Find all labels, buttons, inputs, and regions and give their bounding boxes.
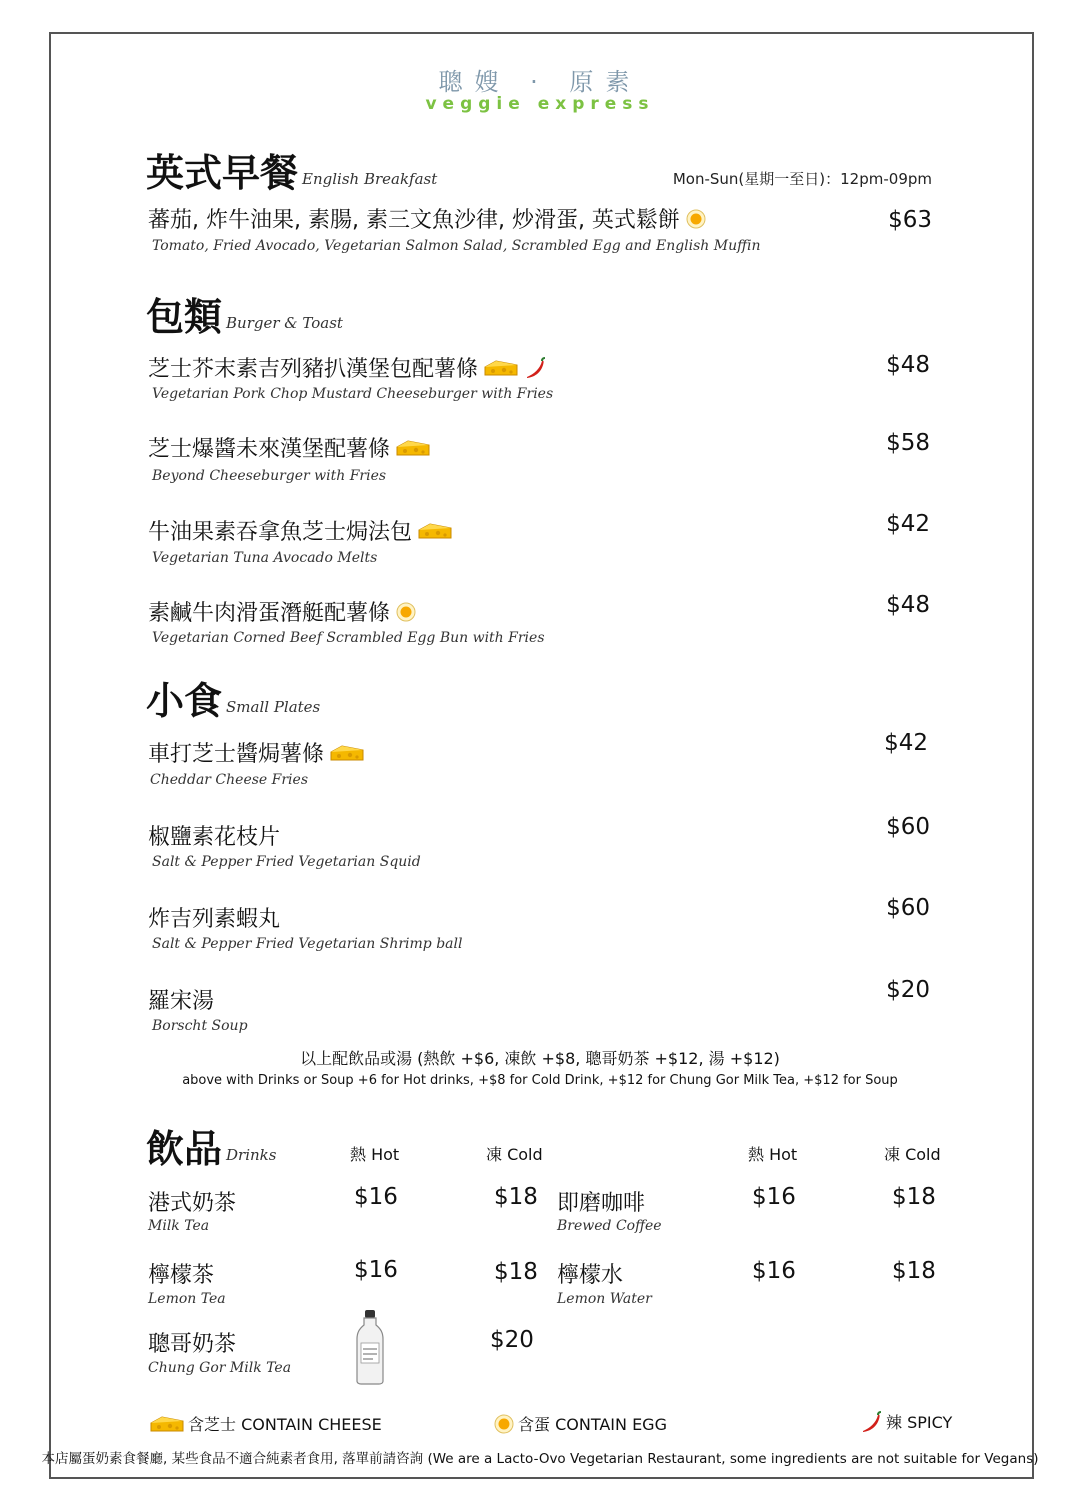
item-name-cn: 蕃茄, 炸牛油果, 素腸, 素三文魚沙律, 炒滑蛋, 英式鬆餅 <box>148 208 680 233</box>
drink-price-cold: $18 <box>494 1259 538 1285</box>
item-name-cn: 羅宋湯 <box>148 989 215 1014</box>
item-price: $63 <box>888 207 932 233</box>
section-burger-title <box>146 286 343 341</box>
item-price: $20 <box>886 977 930 1003</box>
legend-cheese-label: 含芝士 CONTAIN CHEESE <box>188 1415 382 1434</box>
drink-name-cn: 檸檬茶 <box>148 1263 215 1288</box>
drink-name-cn: 即磨咖啡 <box>557 1191 646 1216</box>
menu-item-name <box>148 820 280 851</box>
item-name-en: Vegetarian Tuna Avocado Melts <box>152 550 378 566</box>
section-title-cn: 包類 <box>146 295 223 339</box>
section-title-en: English Breakfast <box>302 169 438 188</box>
drink-price-cold: $20 <box>490 1327 534 1353</box>
drink-price-cold: $18 <box>494 1184 538 1210</box>
egg-icon <box>396 602 416 622</box>
item-name-en: Borscht Soup <box>152 1018 248 1034</box>
opening-hours: Mon-Sun(星期一至日)：12pm-09pm <box>672 170 932 188</box>
item-name-en: Vegetarian Corned Beef Scrambled Egg Bun with Fries <box>152 630 545 646</box>
item-name-cn: 素鹹牛肉滑蛋潛艇配薯條 <box>148 601 391 626</box>
item-name-en: Tomato, Fried Avocado, Vegetarian Salmon Salad, Scrambled Egg and English Muffin <box>152 238 761 254</box>
addon-note-en: above with Drinks or Soup +6 for Hot drinks, +$8 for Cold Drink, +$12 for Chung Gor Milk Tea, +$12 for Soup <box>182 1073 898 1088</box>
drink-price-hot: $16 <box>752 1258 796 1284</box>
item-price: $60 <box>886 814 930 840</box>
menu-item-name <box>148 984 214 1015</box>
cheese-icon <box>396 439 430 457</box>
drink-price-hot: $16 <box>354 1184 398 1210</box>
drink-name-en: Lemon Tea <box>148 1291 226 1307</box>
menu-item-name <box>148 432 430 463</box>
drink-name-en: Milk Tea <box>148 1218 210 1234</box>
col-head-hot: 熱 Hot <box>748 1145 798 1164</box>
section-drinks-title <box>146 1118 276 1173</box>
drink-price-cold: $18 <box>892 1184 936 1210</box>
section-title-en: Burger & Toast <box>226 313 343 332</box>
drink-name-cn: 檸檬水 <box>557 1263 624 1288</box>
cheese-icon <box>484 359 518 377</box>
drink-price-cold: $18 <box>892 1258 936 1284</box>
section-title-en: Small Plates <box>226 697 321 716</box>
col-head-cold: 凍 Cold <box>884 1145 941 1164</box>
egg-icon <box>686 209 706 229</box>
item-name-cn: 椒鹽素花枝片 <box>148 825 281 850</box>
item-name-cn: 芝士芥末素吉列豬扒漢堡包配薯條 <box>148 357 479 382</box>
legend-spicy-label: 辣 SPICY <box>886 1413 953 1432</box>
drink-name-cn: 港式奶茶 <box>148 1191 237 1216</box>
brand-name-cn: 聰嫂 · 原素 <box>438 68 642 96</box>
footer-disclaimer: 本店屬蛋奶素食餐廳, 某些食品不適合純素者食用, 落單前請咨詢 (We are a Lacto-Ovo Vegetarian Restaurant, some ingredients are not suitable for Vegans) <box>41 1451 1039 1467</box>
item-price: $42 <box>884 730 928 756</box>
menu-item-name <box>148 515 452 546</box>
drink-name-en: Chung Gor Milk Tea <box>148 1360 292 1376</box>
section-breakfast-title <box>146 142 437 197</box>
egg-icon <box>494 1414 514 1434</box>
section-small-title <box>146 670 320 725</box>
menu-item-name <box>148 737 364 768</box>
brand-name-en: veggie express <box>425 94 655 114</box>
drink-price-hot: $16 <box>354 1257 398 1283</box>
item-name-en: Cheddar Cheese Fries <box>150 772 308 788</box>
section-title-cn: 英式早餐 <box>146 151 299 195</box>
item-name-cn: 芝士爆醬未來漢堡配薯條 <box>148 437 391 462</box>
item-name-en: Beyond Cheeseburger with Fries <box>152 468 387 484</box>
legend-spicy <box>860 1410 952 1433</box>
item-price: $58 <box>886 430 930 456</box>
addon-note-cn: 以上配飲品或湯 (熱飲 +$6, 凍飲 +$8, 聰哥奶茶 +$12, 湯 +$12) <box>300 1049 780 1068</box>
section-title-cn: 小食 <box>146 679 223 723</box>
milk-bottle-icon <box>355 1309 385 1385</box>
cheese-icon <box>150 1415 184 1433</box>
section-title-cn: 飲品 <box>146 1127 223 1171</box>
col-head-cold: 凍 Cold <box>486 1145 543 1164</box>
legend-egg <box>494 1412 667 1435</box>
item-name-en: Salt & Pepper Fried Vegetarian Squid <box>152 854 421 870</box>
item-price: $42 <box>886 511 930 537</box>
drink-name-en: Lemon Water <box>557 1291 652 1307</box>
item-name-cn: 牛油果素吞拿魚芝士焗法包 <box>148 520 413 545</box>
cheese-icon <box>418 522 452 540</box>
menu-item-name <box>148 352 546 383</box>
col-head-hot: 熱 Hot <box>350 1145 400 1164</box>
legend-egg-label: 含蛋 CONTAIN EGG <box>518 1415 667 1434</box>
item-price: $48 <box>886 352 930 378</box>
drink-price-hot: $16 <box>752 1184 796 1210</box>
drink-name-cn: 聰哥奶茶 <box>148 1332 237 1357</box>
section-title-en: Drinks <box>226 1145 277 1164</box>
chili-icon <box>860 1411 882 1433</box>
legend-cheese <box>150 1412 382 1435</box>
cheese-icon <box>330 744 364 762</box>
menu-item-name <box>148 596 416 627</box>
chili-icon <box>524 357 546 379</box>
item-price: $60 <box>886 895 930 921</box>
item-name-en: Vegetarian Pork Chop Mustard Cheeseburger with Fries <box>152 386 554 402</box>
item-price: $48 <box>886 592 930 618</box>
menu-item-name <box>148 902 280 933</box>
item-name-cn: 炸吉列素蝦丸 <box>148 907 281 932</box>
item-name-en: Salt & Pepper Fried Vegetarian Shrimp ball <box>152 936 463 952</box>
menu-item-name <box>148 203 706 234</box>
drink-name-en: Brewed Coffee <box>557 1218 662 1234</box>
item-name-cn: 車打芝士醬焗薯條 <box>148 742 325 767</box>
